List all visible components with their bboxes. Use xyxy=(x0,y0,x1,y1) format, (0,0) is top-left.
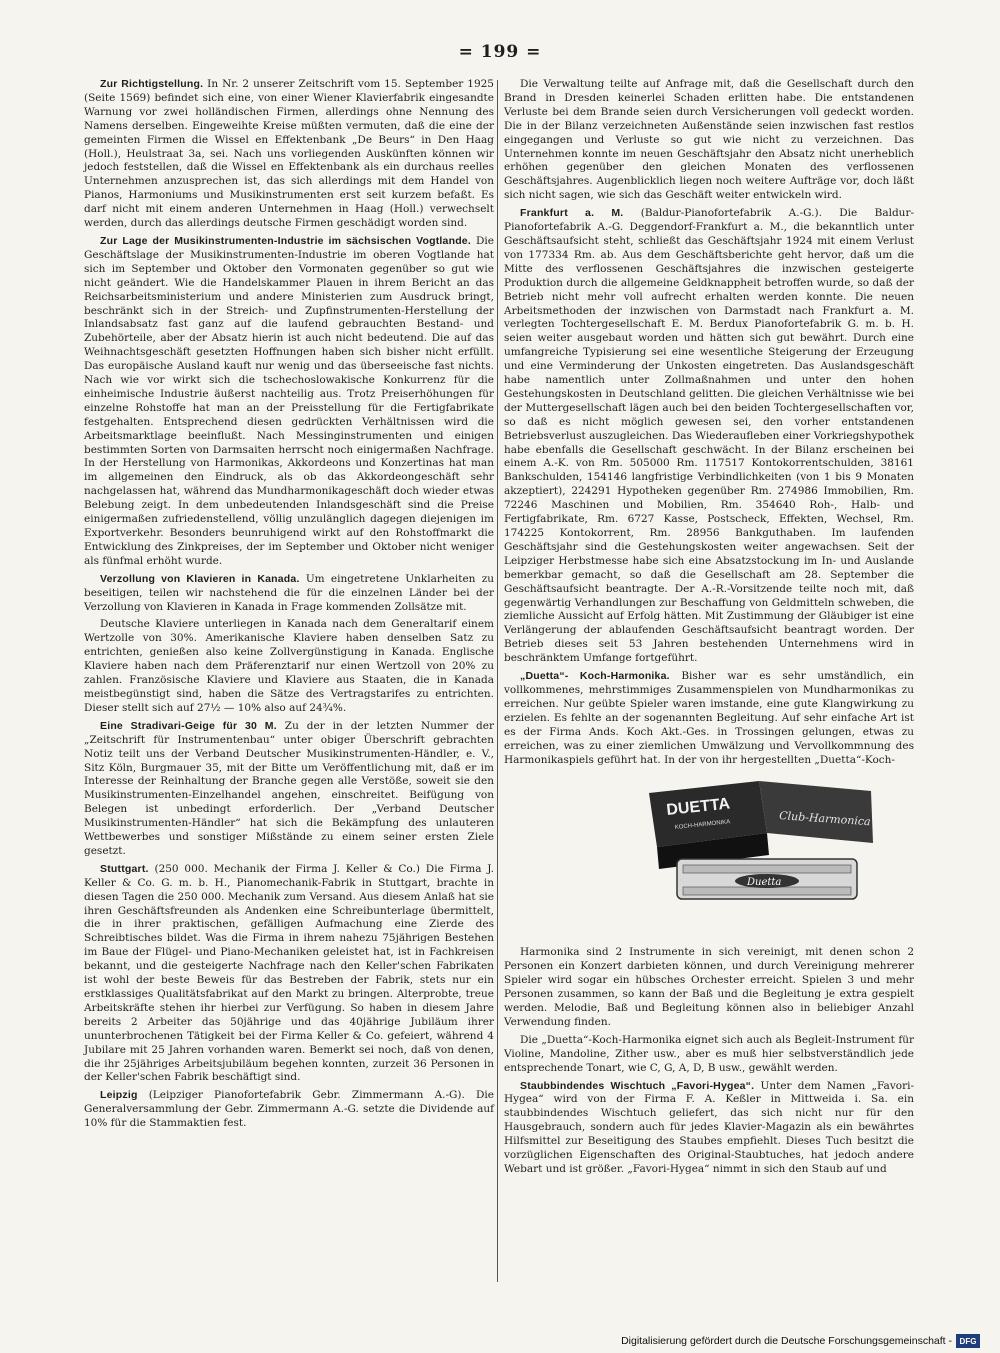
article-body: (250 000. Mechanik der Firma J. Keller & Co.) Die Firma J. Keller & Co. G. m. b. H., Pianomechanik-Fabrik in Stuttgart, brachte in diesen Tagen die 250 000. Mechanik zum Versand. Aus diesem Anlaß hat sie ihren Geschäftsfreunden als Andenken eine Schreibunterlage übermittelt, die in ihrer praktischen, gefälligen Aufmachung eine Zierde des Schreibtisches bildet. Was die Firma in ihrem nahezu 75jährigen Bestehen im Baue der Flügel- und Piano-Mechaniken geleistet hat, ist in Fachkreisen bekannt, und die gesteigerte Nachfrage nach den Keller'schen Fabrikaten ist wohl der beste Beweis für das Bestreben der Fabrik, stets nur ein erstklassiges Qualitätsfabrikat auf den Markt zu bringen. Alterprobte, treue Arbeitskräfte stehen ihr hierbei zur Verfügung. So haben in diesem Jahre bereits 2 Arbeiter das 50jährige und das 40jährige Jubiläum ihrer ununterbrochenen Tätigkeit bei der Firma Keller & Co. gefeiert, während 4 Jubilare mit 25 Jahren vorhanden waren. Bemerkt sei noch, daß von denen, die ihr 25jähriges Arbeitsjubiläum begehen konnten, zurzeit 36 Personen in der Keller'schen Fabrik beschäftigt sind. xyxy=(84,862,494,1084)
box-script: Club-Harmonica xyxy=(778,809,872,829)
article-body: Harmonika sind 2 Instrumente in sich vereinigt, mit denen schon 2 Personen ein Konzert darbieten können, und durch Vereinigung mehrerer Spieler wird sogar ein hübsches Orchester erreicht. Spielen 3 und mehr Personen zusammen, so kann der Baß und die Begleitung je extra gespielt werden. Melodie, Baß und Begleitung können also in beliebiger Anzahl Verwendung finden. xyxy=(504,946,914,1028)
harmonica-holes xyxy=(683,865,851,873)
dfg-logo-icon: DFG xyxy=(956,1334,980,1348)
article-heading: Staubbindendes Wischtuch „Favori-Hygea“. xyxy=(520,1079,755,1092)
article-heading: Stuttgart. xyxy=(100,862,149,875)
digitization-footer xyxy=(621,1334,980,1348)
article-heading: Zur Richtigstellung. xyxy=(100,78,204,90)
article-body: Unter dem Namen „Favori-Hygea“ wird von der Firma F. A. Keßler in Mittweida i. Sa. ein staubbindendes Wischtuch geliefert, das sich nicht nur für den Hausgebrauch, sondern auch für jedes Klavier-Magazin als ein bewährtes Hilfsmittel zur Beseitigung des Staubes empfiehlt. Dieses Tuch besitzt die vorzüglichen Eigenschaften des Original-Staubtuches, hat jedoch andere Webart und ist größer. „Favori-Hygea“ nimmt in sich den Staub auf und xyxy=(504,1079,914,1175)
article-body: (Baldur-Pianofortefabrik A.-G.). Die Baldur-Pianofortefabrik A.-G. Deggendorf-Frankfurt a. M., die bekanntlich unter Geschäftsaufsicht steht, schließt das Geschäftsjahr 1924 mit einem Verlust von 177334 Rm. ab. Aus dem Geschäftsberichte geht hervor, daß um die Mitte des verflossenen Geschäftsjahres die inzwischen gesteigerte Produktion durch die allgemeine Geldknappheit betroffen wurde, so daß der Betrieb nicht mehr voll aufrecht erhalten werden konnte. Die neuen Arbeitsmethoden der inzwischen von Darmstadt nach Frankfurt a. M. verlegten Tochtergesellschaft E. M. Berdux Pianofortefabrik G. m. b. H. seien weiter ausgebaut worden und hätten sich gut bewährt. Durch eine umfangreiche Typisierung sei eine wesentliche Steigerung der Erzeugung und eine Verminderung der Unkosten eingetreten. Das Auslandsgeschäft habe namentlich unter Zollmaßnahmen und unter den hohen Gestehungskosten in Deutschland gelitten. Die gleichen Verhältnisse wie bei der Muttergesellschaft lägen auch bei den beiden Tochtergesellschaften vor, so daß es nicht möglich gewesen sei, den vorher entstandenen Betriebsverlust auszugleichen. Das Wiederaufleben einer Vorkriegshypothek habe ebenfalls die Gesellschaft geschwächt. In der Bilanz erscheinen bei einem A.-K. von Rm. 505000 Rm. 117517 Kontokorrentschulden, 38161 Bankschulden, 154146 langfristige Verbindlichkeiten (von 1 bis 9 Monaten akzeptiert), 224291 Hypotheken gegenüber Rm. 274986 Immobilien, Rm. 72246 Maschinen und Mobilien, Rm. 354640 Roh-, Halb- und Fertigfabrikate, Rm. 6727 Kasse, Postscheck, Effekten, Wechsel, Rm. 174225 Kontokorrent, Rm. 28956 Bankguthaben. Im laufenden Geschäftsjahr sind die Gestehungskosten weiter angewachsen. Seit der Leipziger Herbstmesse habe sich eine Absatzstockung im In- und Auslande bemerkbar gemacht, so daß die Gesellschaft am 28. September die Geschäftsaufsicht beantragte. Der A.-R.-Vorsitzende teilte noch mit, daß gegenwärtig Verhandlungen zur Beschaffung von Geldmitteln schweben, die ziemliche Aussicht auf Erfolg hätten. Mit Zustimmung der Gläubiger ist eine Verlängerung der ablaufenden Geschäftsaufsicht beantragt worden. Der Betrieb dieses seit 53 Jahren bestehenden Unternehmens wird in beschränktem Umfange fortgeführt. xyxy=(504,207,915,665)
article-duetta-continued xyxy=(504,946,914,1029)
article-body: Um eingetretene Unklarheiten zu beseitigen, teilen wir nachstehend die für die einzelnen Länder bei der Verzollung von Klavieren in Kanada in Frage kommenden Zollsätze mit. xyxy=(84,572,494,613)
duetta-harmonica-illustration xyxy=(609,773,909,938)
harmonica-label: Duetta xyxy=(747,877,782,889)
article-frankfurt xyxy=(504,207,914,666)
article-zimmermann-continued xyxy=(504,78,914,203)
article-favori-hygea xyxy=(504,1080,914,1177)
harmonica-holes xyxy=(683,887,851,895)
right-column xyxy=(504,78,914,1181)
article-heading: Leipzig xyxy=(100,1089,138,1102)
article-body: Bisher war es sehr umständlich, ein vollkommenes, mehrstimmiges Zusammenspielen von Mundharmonikas zu erreichen. Nur geübte Spieler waren imstande, eine gute Klangwirkung zu erzielen. Es fehlte an der sogenannten Begleitung. Auf sehr einfache Art ist es der Firma Ands. Koch Akt.-Ges. in Trossingen gelungen, etwas zu erreichen, was zu einer ziemlichen Umwälzung und Vervollkommnung des Harmonikaspiels geführt hat. In der von ihr hergestellten „Duetta“-Koch- xyxy=(504,670,914,766)
article-richtigstellung xyxy=(84,78,494,231)
footer-text: Digitalisierung gefördert durch die Deutsche Forschungsgemeinschaft - xyxy=(621,1335,952,1347)
article-heading: Verzollung von Klavieren in Kanada. xyxy=(100,572,300,585)
box-sublabel: KOCH-HARMONIKA xyxy=(674,819,731,832)
article-body: Die „Duetta“-Koch-Harmonika eignet sich auch als Begleit-Instrument für Violine, Mandoline, Zither usw., aber es muß hier selbstverständlich jede entsprechende Tonart, wie C, G, A, D, B usw., gewählt werden. xyxy=(504,1033,914,1074)
article-kanada-continued xyxy=(84,618,494,715)
article-kanada xyxy=(84,573,494,615)
left-column xyxy=(84,78,494,1135)
article-body: (Leipziger Pianofortefabrik Gebr. Zimmermann A.-G). Die Generalversammlung der Gebr. Zimmermann A.-G. setzte die Dividende auf 10% für die Stammaktien fest. xyxy=(84,1089,494,1130)
article-body: Zu der in der letzten Nummer der „Zeitschrift für Instrumentenbau“ unter obiger Überschrift gebrachten Notiz teilt uns der Verband Deutscher Musikinstrumenten-Händler, e. V., Sitz Köln, Burgmauer 35, mit der Bitte um Veröffentlichung mit, daß er im Interesse der Reinhaltung der Branche gegen alle Verstöße, soweit sie den Musikinstrumenten-Einzelhandel angehen, einschreitet. Beifügung von Belegen ist unbedingt erforderlich. Der „Verband Deutscher Musikinstrumenten-Händler“ hat sich die Bekämpfung des unlauteren Wettbewerbes und sonstiger Mißstände zu einem seiner ersten Ziele gesetzt. xyxy=(84,719,494,857)
article-duetta-usage xyxy=(504,1034,914,1076)
article-heading: Eine Stradivari-Geige für 30 M. xyxy=(100,719,277,732)
article-stradivari xyxy=(84,720,494,859)
article-heading: Frankfurt a. M. xyxy=(520,207,624,220)
article-body: Deutsche Klaviere unterliegen in Kanada nach dem Generaltarif einem Wertzolle von 30%. Amerikanische Klaviere haben denselben Satz zu entrichten, genießen also keine Zollvergünstigung in Kanada. Englische Klaviere haben nach dem Präferenztarif nur einen Wertzoll von 20% zu zahlen. Französische Klaviere und Klaviere aus Staaten, die in Kanada meistbegünstigt sind, haben die Sätze des Vertragstarifes zu entrichten. Dieser stellt sich auf 27½ — 10% also auf 24¾%. xyxy=(84,618,494,714)
article-vogtland xyxy=(84,235,494,569)
article-leipzig xyxy=(84,1089,494,1131)
article-stuttgart xyxy=(84,863,494,1086)
article-body: Die Verwaltung teilte auf Anfrage mit, daß die Gesellschaft durch den Brand in Dresden keinerlei Schaden erlitten habe. Die entstandenen Verluste bei dem Brande seien durch Versicherungen voll gedeckt worden. Die in der Bilanz verzeichneten Außenstände seien inzwischen fast restlos eingegangen und Verluste so gut wie nicht zu verzeichnen. Das Unternehmen konnte im neuen Geschäftsjahr den Absatz nicht unerheblich erhöhen gegenüber den gleichen Monaten des verflossenen Geschäftsjahres. Augenblicklich liegen noch weitere Aufträge vor, doch läßt sich nicht sagen, wie sich das Geschäft weiter entwickeln wird. xyxy=(504,78,914,202)
column-rule xyxy=(497,80,498,1282)
article-heading: Zur Lage der Musikinstrumenten-Industrie im sächsischen Vogtlande. xyxy=(100,234,471,247)
harmonica-drawing xyxy=(609,773,909,938)
article-body: In Nr. 2 unserer Zeitschrift vom 15. September 1925 (Seite 1569) befindet sich eine, von einer Wiener Klavierfabrik eingesandte Warnung vor zwei holländischen Firmen, allerdings ohne Nennung des Namens derselben. Eingeweihte Kreise müßten vermuten, daß die eine der gemeinten Firmen die Wissel en Effektenbank „De Beurs“ in Den Haag (Holl.), Heulstraat 3a, sei. Nach uns vorliegenden Auskünften können wir jedoch feststellen, daß die Wissel en Effektenbank als ein durchaus reelles Unternehmen anzusprechen ist, das sich allerdings mit dem Handel von Pianos, Harmoniums und Musikinstrumenten erst seit kurzem befaßt. Es darf nicht mit einem anderen Unternehmen in Haag (Holl.) verwechselt werden, durch das allerdings deutsche Firmen geschädigt worden sind. xyxy=(84,78,494,230)
page-number: = 199 = xyxy=(458,42,542,62)
article-body: Die Geschäftslage der Musikinstrumenten-Industrie im oberen Vogtlande hat sich im September und Oktober den Vormonaten gegenüber so gut wie nicht geändert. Wie die Handelskammer Plauen in ihrem Bericht an das Reichsarbeitsministerium und andere Ministerien zum Ausdruck bringt, beschränkt sich in der Streich- und Zupfinstrumenten-Herstellung der Inlandsabsatz fast ganz auf die laufend gebrauchten Bestand- und Zubehörteile, aber der Absatz hierin ist auch nicht bedeutend. Die auf das Weihnachtsgeschäft gesetzten Hoffnungen haben sich bisher nicht erfüllt. Das europäische Ausland kauft nur wenig und das überseeische fast nichts. Nach wie vor wirkt sich die tschechoslowakische Konkurrenz für die einheimische Industrie äußerst nachteilig aus. Trotz Preiserhöhungen für einzelne Rohstoffe hat man an der Preisstellung für die Fertigfabrikate festgehalten. Entsprechend diesen gedrückten Verhältnissen wird die Arbeitsmarktlage beeinflußt. Nach Messinginstrumenten und einigen bestimmten Sorten von Darmsaiten herrscht noch einigermaßen Nachfrage. In der Herstellung von Harmonikas, Akkordeons und Konzertinas hat man im allgemeinen den Eindruck, als ob das Akkordeongeschäft sehr nachgelassen hat, während das Mundharmonikageschäft doch wieder etwas Belebung zeigt. In dem unbedeutenden Inlandsgeschäft sind die Preise einigermaßen zufriedenstellend, völlig unzulänglich dagegen diejenigen im Exportverkehr. Besonders beunruhigend wirkt auf den Rohstoffmarkt die Entwicklung des Zinkpreises, der im September und Oktober nicht weniger als fünfmal erhöht wurde. xyxy=(84,234,494,567)
article-duetta xyxy=(504,670,914,767)
article-heading: „Duetta“- Koch-Harmonika. xyxy=(520,670,670,683)
box-label: DUETTA xyxy=(665,795,731,820)
